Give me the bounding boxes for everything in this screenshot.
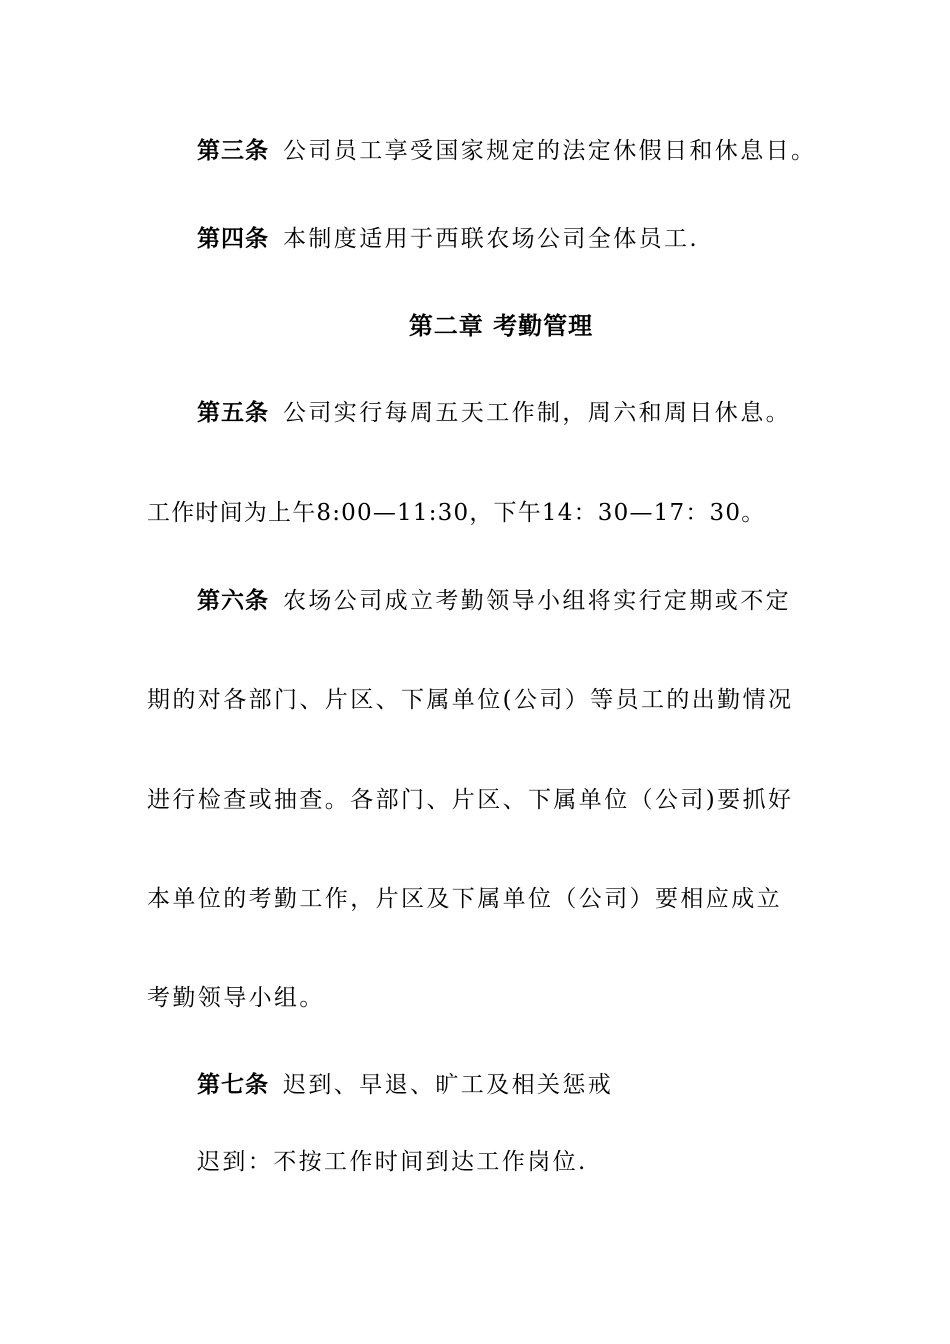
article-3-text: 公司员工享受国家规定的法定休假日和休息日。: [283, 138, 817, 164]
article-7-label: 第七条: [197, 1072, 269, 1098]
article-6-line-2: 进行检查或抽查。各部门、片区、下属单位（公司)要抓好: [147, 787, 794, 813]
article-6: [197, 586, 877, 616]
article-5-continuation: 工作时间为上午8:00—11:30，下午14：30—17：30。: [147, 500, 766, 526]
article-3-label: 第三条: [197, 138, 269, 164]
article-6-text: 农场公司成立考勤领导小组将实行定期或不定: [283, 588, 791, 614]
article-4: [197, 224, 877, 254]
article-7-text: 迟到、早退、旷工及相关惩戒: [283, 1072, 614, 1098]
article-4-text: 本制度适用于西联农场公司全体员工.: [283, 226, 700, 252]
article-6-line-1: 期的对各部门、片区、下属单位(公司）等员工的出勤情况: [147, 687, 794, 713]
chapter-2-heading: 第二章 考勤管理: [408, 312, 594, 340]
article-5-text: 公司实行每周五天工作制，周六和周日休息。: [283, 400, 791, 426]
article-6-line-4: 考勤领导小组。: [147, 985, 325, 1011]
article-5-label: 第五条: [197, 400, 269, 426]
article-5: [197, 398, 877, 428]
article-6-label: 第六条: [197, 588, 269, 614]
article-7: [197, 1070, 877, 1100]
article-3: [197, 136, 877, 166]
article-4-label: 第四条: [197, 226, 269, 252]
late-definition: 迟到：不按工作时间到达工作岗位.: [197, 1149, 588, 1175]
article-6-line-3: 本单位的考勤工作，片区及下属单位（公司）要相应成立: [147, 886, 782, 912]
